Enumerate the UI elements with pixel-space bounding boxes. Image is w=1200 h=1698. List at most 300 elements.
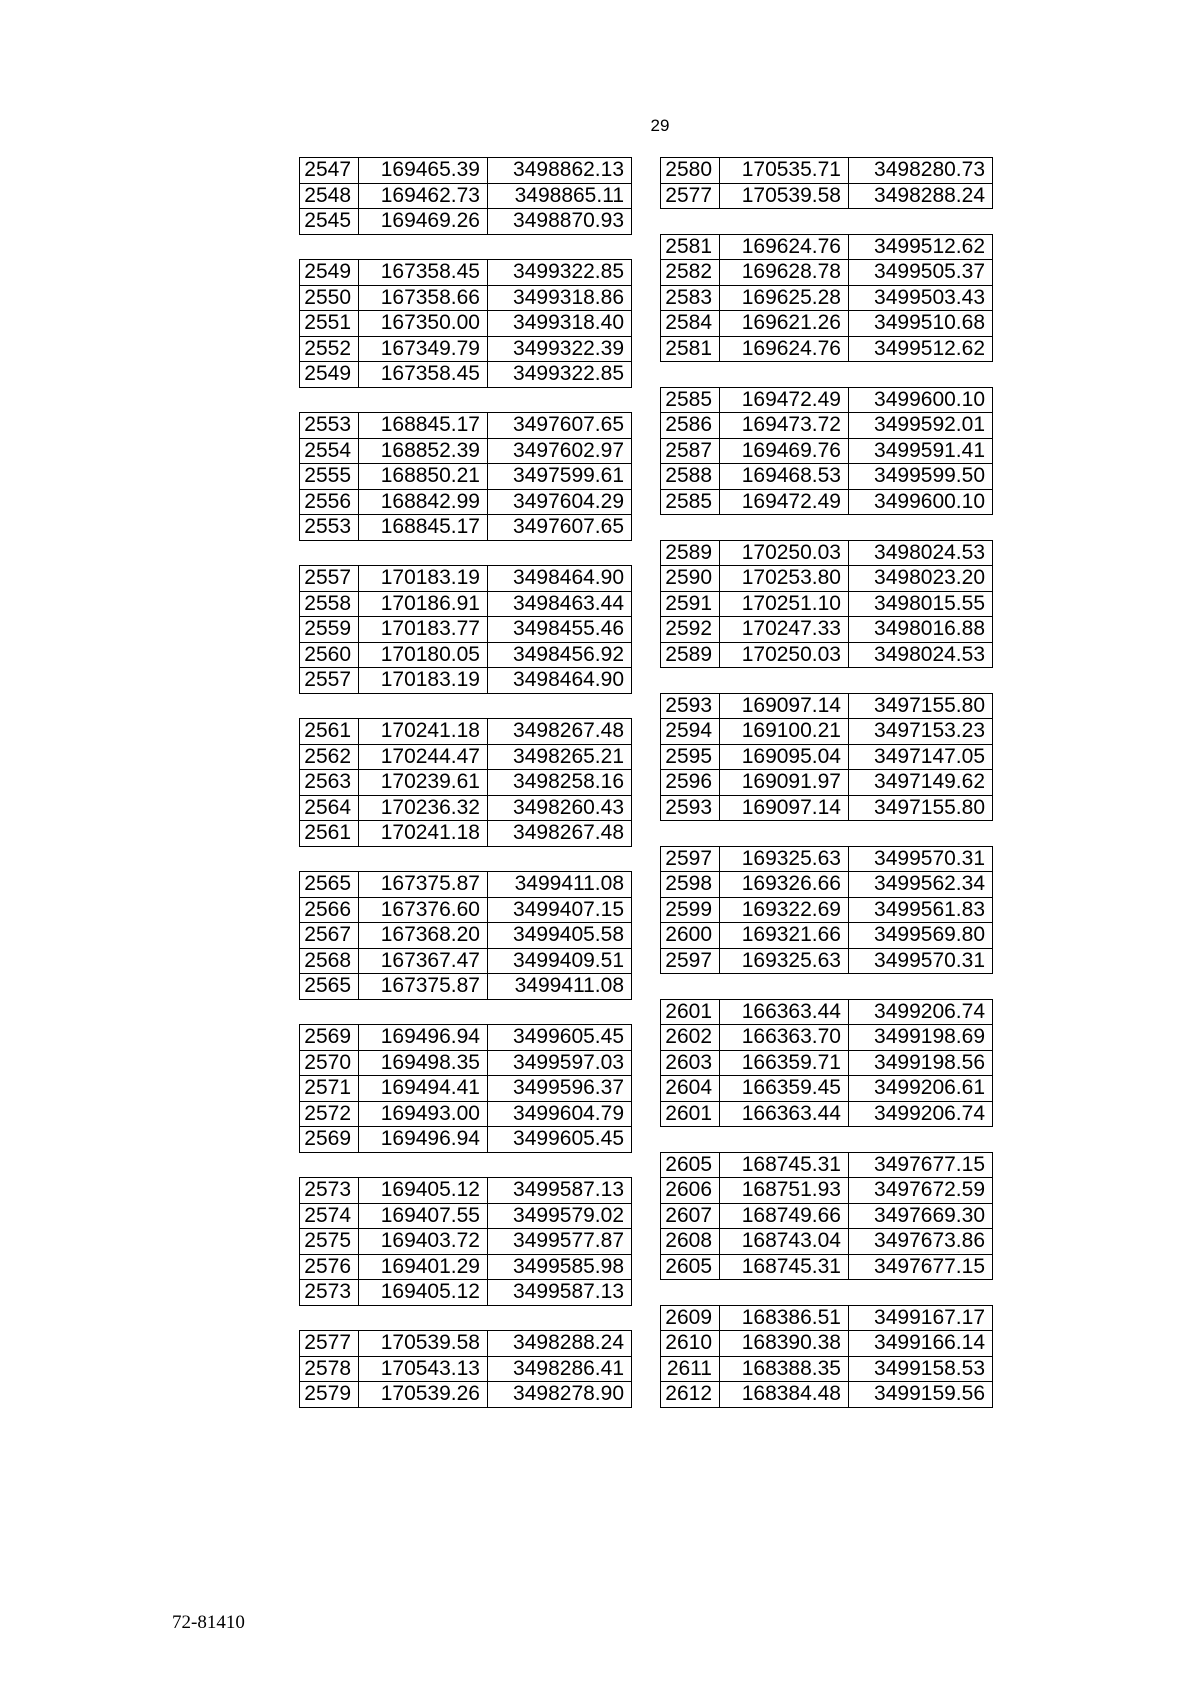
y-coordinate-cell: 3497149.62 xyxy=(849,770,993,796)
point-id-cell: 2567 xyxy=(300,923,359,949)
y-coordinate-cell: 3499505.37 xyxy=(849,260,993,286)
y-coordinate-cell: 3499570.31 xyxy=(849,846,993,872)
table-row xyxy=(300,1229,632,1255)
table-row xyxy=(661,1254,993,1280)
x-coordinate-cell: 169496.94 xyxy=(359,1127,488,1153)
y-coordinate-cell: 3499411.08 xyxy=(488,974,632,1000)
table-row xyxy=(661,413,993,439)
y-coordinate-cell: 3498288.24 xyxy=(488,1331,632,1357)
x-coordinate-cell: 170239.61 xyxy=(359,770,488,796)
point-id-cell: 2592 xyxy=(661,617,720,643)
y-coordinate-cell: 3499600.10 xyxy=(849,489,993,515)
y-coordinate-cell: 3499512.62 xyxy=(849,234,993,260)
y-coordinate-cell: 3499597.03 xyxy=(488,1050,632,1076)
x-coordinate-cell: 170180.05 xyxy=(359,642,488,668)
point-id-cell: 2609 xyxy=(661,1305,720,1331)
point-id-cell: 2548 xyxy=(300,183,359,209)
y-coordinate-cell: 3497599.61 xyxy=(488,464,632,490)
y-coordinate-cell: 3499600.10 xyxy=(849,387,993,413)
x-coordinate-cell: 168384.48 xyxy=(720,1382,849,1408)
x-coordinate-cell: 166363.44 xyxy=(720,999,849,1025)
group-separator xyxy=(661,515,993,541)
point-id-cell: 2590 xyxy=(661,566,720,592)
point-id-cell: 2547 xyxy=(300,158,359,184)
point-id-cell: 2550 xyxy=(300,285,359,311)
y-coordinate-cell: 3499577.87 xyxy=(488,1229,632,1255)
separator-cell xyxy=(661,668,993,694)
table-row xyxy=(661,1229,993,1255)
x-coordinate-cell: 168749.66 xyxy=(720,1203,849,1229)
point-id-cell: 2582 xyxy=(661,260,720,286)
x-coordinate-cell: 168745.31 xyxy=(720,1152,849,1178)
table-row xyxy=(300,744,632,770)
y-coordinate-cell: 3499599.50 xyxy=(849,464,993,490)
table-row xyxy=(661,1305,993,1331)
x-coordinate-cell: 169405.12 xyxy=(359,1178,488,1204)
x-coordinate-cell: 168845.17 xyxy=(359,515,488,541)
table-row xyxy=(661,719,993,745)
x-coordinate-cell: 169465.39 xyxy=(359,158,488,184)
separator-cell xyxy=(661,1127,993,1153)
y-coordinate-cell: 3498288.24 xyxy=(849,183,993,209)
x-coordinate-cell: 168842.99 xyxy=(359,489,488,515)
y-coordinate-cell: 3497147.05 xyxy=(849,744,993,770)
table-row xyxy=(661,183,993,209)
table-row xyxy=(661,260,993,286)
point-id-cell: 2555 xyxy=(300,464,359,490)
separator-cell xyxy=(661,209,993,235)
y-coordinate-cell: 3498267.48 xyxy=(488,719,632,745)
point-id-cell: 2549 xyxy=(300,260,359,286)
x-coordinate-cell: 169325.63 xyxy=(720,846,849,872)
group-separator xyxy=(661,1127,993,1153)
separator-cell xyxy=(300,693,632,719)
y-coordinate-cell: 3499562.34 xyxy=(849,872,993,898)
table-row xyxy=(661,1203,993,1229)
point-id-cell: 2572 xyxy=(300,1101,359,1127)
table-row xyxy=(300,438,632,464)
y-coordinate-cell: 3498280.73 xyxy=(849,158,993,184)
x-coordinate-cell: 167350.00 xyxy=(359,311,488,337)
y-coordinate-cell: 3499318.86 xyxy=(488,285,632,311)
x-coordinate-cell: 169628.78 xyxy=(720,260,849,286)
x-coordinate-cell: 169493.00 xyxy=(359,1101,488,1127)
x-coordinate-cell: 167349.79 xyxy=(359,336,488,362)
y-coordinate-cell: 3499409.51 xyxy=(488,948,632,974)
y-coordinate-cell: 3497607.65 xyxy=(488,413,632,439)
point-id-cell: 2602 xyxy=(661,1025,720,1051)
y-coordinate-cell: 3498024.53 xyxy=(849,540,993,566)
y-coordinate-cell: 3497677.15 xyxy=(849,1254,993,1280)
separator-cell xyxy=(661,362,993,388)
point-id-cell: 2588 xyxy=(661,464,720,490)
point-id-cell: 2597 xyxy=(661,948,720,974)
x-coordinate-cell: 170253.80 xyxy=(720,566,849,592)
group-separator xyxy=(661,209,993,235)
x-coordinate-cell: 168390.38 xyxy=(720,1331,849,1357)
point-id-cell: 2598 xyxy=(661,872,720,898)
group-separator xyxy=(300,846,632,872)
table-row xyxy=(661,872,993,898)
y-coordinate-cell: 3499587.13 xyxy=(488,1178,632,1204)
y-coordinate-cell: 3498456.92 xyxy=(488,642,632,668)
point-id-cell: 2577 xyxy=(300,1331,359,1357)
y-coordinate-cell: 3498286.41 xyxy=(488,1356,632,1382)
group-separator xyxy=(300,1152,632,1178)
separator-cell xyxy=(300,387,632,413)
coordinate-table-left xyxy=(299,157,632,1408)
group-separator xyxy=(300,999,632,1025)
separator-cell xyxy=(300,540,632,566)
group-separator xyxy=(300,540,632,566)
y-coordinate-cell: 3499405.58 xyxy=(488,923,632,949)
table-row xyxy=(661,540,993,566)
x-coordinate-cell: 169473.72 xyxy=(720,413,849,439)
point-id-cell: 2560 xyxy=(300,642,359,668)
table-row xyxy=(300,1356,632,1382)
point-id-cell: 2559 xyxy=(300,617,359,643)
point-id-cell: 2589 xyxy=(661,540,720,566)
group-separator xyxy=(661,362,993,388)
table-row xyxy=(661,566,993,592)
x-coordinate-cell: 166359.71 xyxy=(720,1050,849,1076)
y-coordinate-cell: 3498464.90 xyxy=(488,566,632,592)
table-row xyxy=(300,1382,632,1408)
table-row xyxy=(661,438,993,464)
x-coordinate-cell: 170247.33 xyxy=(720,617,849,643)
x-coordinate-cell: 169625.28 xyxy=(720,285,849,311)
point-id-cell: 2585 xyxy=(661,387,720,413)
table-row xyxy=(300,897,632,923)
y-coordinate-cell: 3499206.74 xyxy=(849,999,993,1025)
x-coordinate-cell: 170241.18 xyxy=(359,821,488,847)
point-id-cell: 2593 xyxy=(661,795,720,821)
x-coordinate-cell: 168745.31 xyxy=(720,1254,849,1280)
table-row xyxy=(661,1178,993,1204)
group-separator xyxy=(661,821,993,847)
point-id-cell: 2549 xyxy=(300,362,359,388)
table-row xyxy=(300,413,632,439)
y-coordinate-cell: 3499206.74 xyxy=(849,1101,993,1127)
y-coordinate-cell: 3498260.43 xyxy=(488,795,632,821)
table-row xyxy=(300,260,632,286)
point-id-cell: 2611 xyxy=(661,1356,720,1382)
y-coordinate-cell: 3498862.13 xyxy=(488,158,632,184)
point-id-cell: 2561 xyxy=(300,719,359,745)
point-id-cell: 2563 xyxy=(300,770,359,796)
y-coordinate-cell: 3499411.08 xyxy=(488,872,632,898)
x-coordinate-cell: 167375.87 xyxy=(359,974,488,1000)
y-coordinate-cell: 3499322.39 xyxy=(488,336,632,362)
point-id-cell: 2589 xyxy=(661,642,720,668)
y-coordinate-cell: 3499561.83 xyxy=(849,897,993,923)
table-row xyxy=(661,948,993,974)
x-coordinate-cell: 167375.87 xyxy=(359,872,488,898)
y-coordinate-cell: 3497155.80 xyxy=(849,693,993,719)
x-coordinate-cell: 168743.04 xyxy=(720,1229,849,1255)
y-coordinate-cell: 3499322.85 xyxy=(488,260,632,286)
x-coordinate-cell: 170241.18 xyxy=(359,719,488,745)
y-coordinate-cell: 3497604.29 xyxy=(488,489,632,515)
point-id-cell: 2557 xyxy=(300,668,359,694)
point-id-cell: 2608 xyxy=(661,1229,720,1255)
table-row xyxy=(661,1101,993,1127)
y-coordinate-cell: 3499570.31 xyxy=(849,948,993,974)
x-coordinate-cell: 169472.49 xyxy=(720,387,849,413)
point-id-cell: 2553 xyxy=(300,515,359,541)
point-id-cell: 2580 xyxy=(661,158,720,184)
x-coordinate-cell: 170250.03 xyxy=(720,540,849,566)
point-id-cell: 2545 xyxy=(300,209,359,235)
point-id-cell: 2552 xyxy=(300,336,359,362)
y-coordinate-cell: 3499585.98 xyxy=(488,1254,632,1280)
y-coordinate-cell: 3498024.53 xyxy=(849,642,993,668)
x-coordinate-cell: 167358.45 xyxy=(359,362,488,388)
point-id-cell: 2604 xyxy=(661,1076,720,1102)
table-row xyxy=(300,209,632,235)
x-coordinate-cell: 169469.26 xyxy=(359,209,488,235)
x-coordinate-cell: 169462.73 xyxy=(359,183,488,209)
y-coordinate-cell: 3499512.62 xyxy=(849,336,993,362)
y-coordinate-cell: 3498463.44 xyxy=(488,591,632,617)
table-row xyxy=(300,719,632,745)
point-id-cell: 2561 xyxy=(300,821,359,847)
y-coordinate-cell: 3497153.23 xyxy=(849,719,993,745)
table-row xyxy=(661,1152,993,1178)
separator-cell xyxy=(300,846,632,872)
point-id-cell: 2573 xyxy=(300,1280,359,1306)
point-id-cell: 2583 xyxy=(661,285,720,311)
separator-cell xyxy=(661,1280,993,1306)
x-coordinate-cell: 167368.20 xyxy=(359,923,488,949)
x-coordinate-cell: 169321.66 xyxy=(720,923,849,949)
y-coordinate-cell: 3498278.90 xyxy=(488,1382,632,1408)
x-coordinate-cell: 168751.93 xyxy=(720,1178,849,1204)
y-coordinate-cell: 3499322.85 xyxy=(488,362,632,388)
table-row xyxy=(300,923,632,949)
table-row xyxy=(661,642,993,668)
group-separator xyxy=(661,668,993,694)
table-row xyxy=(300,566,632,592)
table-row xyxy=(300,1076,632,1102)
group-separator xyxy=(661,1280,993,1306)
table-row xyxy=(661,923,993,949)
y-coordinate-cell: 3497602.97 xyxy=(488,438,632,464)
y-coordinate-cell: 3499167.17 xyxy=(849,1305,993,1331)
point-id-cell: 2571 xyxy=(300,1076,359,1102)
x-coordinate-cell: 169405.12 xyxy=(359,1280,488,1306)
y-coordinate-cell: 3498265.21 xyxy=(488,744,632,770)
y-coordinate-cell: 3498870.93 xyxy=(488,209,632,235)
table-row xyxy=(300,668,632,694)
point-id-cell: 2556 xyxy=(300,489,359,515)
point-id-cell: 2586 xyxy=(661,413,720,439)
x-coordinate-cell: 166363.70 xyxy=(720,1025,849,1051)
table-row xyxy=(661,693,993,719)
point-id-cell: 2603 xyxy=(661,1050,720,1076)
point-id-cell: 2574 xyxy=(300,1203,359,1229)
point-id-cell: 2564 xyxy=(300,795,359,821)
point-id-cell: 2553 xyxy=(300,413,359,439)
x-coordinate-cell: 170250.03 xyxy=(720,642,849,668)
separator-cell xyxy=(300,1152,632,1178)
x-coordinate-cell: 167367.47 xyxy=(359,948,488,974)
y-coordinate-cell: 3499591.41 xyxy=(849,438,993,464)
table-row xyxy=(300,617,632,643)
y-coordinate-cell: 3497607.65 xyxy=(488,515,632,541)
table-row xyxy=(661,1382,993,1408)
x-coordinate-cell: 169624.76 xyxy=(720,336,849,362)
x-coordinate-cell: 169498.35 xyxy=(359,1050,488,1076)
point-id-cell: 2612 xyxy=(661,1382,720,1408)
table-row xyxy=(661,591,993,617)
x-coordinate-cell: 170535.71 xyxy=(720,158,849,184)
table-row xyxy=(661,770,993,796)
table-row xyxy=(300,464,632,490)
x-coordinate-cell: 169401.29 xyxy=(359,1254,488,1280)
separator-cell xyxy=(300,1305,632,1331)
table-row xyxy=(300,974,632,1000)
point-id-cell: 2576 xyxy=(300,1254,359,1280)
point-id-cell: 2562 xyxy=(300,744,359,770)
point-id-cell: 2558 xyxy=(300,591,359,617)
point-id-cell: 2566 xyxy=(300,897,359,923)
x-coordinate-cell: 170543.13 xyxy=(359,1356,488,1382)
table-row xyxy=(300,285,632,311)
point-id-cell: 2595 xyxy=(661,744,720,770)
x-coordinate-cell: 167358.66 xyxy=(359,285,488,311)
y-coordinate-cell: 3499579.02 xyxy=(488,1203,632,1229)
x-coordinate-cell: 170236.32 xyxy=(359,795,488,821)
x-coordinate-cell: 169095.04 xyxy=(720,744,849,770)
x-coordinate-cell: 168845.17 xyxy=(359,413,488,439)
point-id-cell: 2596 xyxy=(661,770,720,796)
group-separator xyxy=(300,693,632,719)
y-coordinate-cell: 3498023.20 xyxy=(849,566,993,592)
x-coordinate-cell: 168850.21 xyxy=(359,464,488,490)
point-id-cell: 2593 xyxy=(661,693,720,719)
x-coordinate-cell: 169621.26 xyxy=(720,311,849,337)
x-coordinate-cell: 169322.69 xyxy=(720,897,849,923)
x-coordinate-cell: 169325.63 xyxy=(720,948,849,974)
x-coordinate-cell: 166363.44 xyxy=(720,1101,849,1127)
x-coordinate-cell: 170539.58 xyxy=(720,183,849,209)
group-separator xyxy=(661,974,993,1000)
group-separator xyxy=(300,1305,632,1331)
x-coordinate-cell: 169326.66 xyxy=(720,872,849,898)
y-coordinate-cell: 3499587.13 xyxy=(488,1280,632,1306)
point-id-cell: 2591 xyxy=(661,591,720,617)
separator-cell xyxy=(300,999,632,1025)
x-coordinate-cell: 167358.45 xyxy=(359,260,488,286)
coordinate-table xyxy=(299,157,632,1408)
y-coordinate-cell: 3498464.90 xyxy=(488,668,632,694)
point-id-cell: 2605 xyxy=(661,1254,720,1280)
point-id-cell: 2599 xyxy=(661,897,720,923)
x-coordinate-cell: 170539.58 xyxy=(359,1331,488,1357)
table-row xyxy=(300,872,632,898)
y-coordinate-cell: 3499605.45 xyxy=(488,1127,632,1153)
x-coordinate-cell: 169091.97 xyxy=(720,770,849,796)
table-row xyxy=(300,642,632,668)
point-id-cell: 2601 xyxy=(661,999,720,1025)
point-id-cell: 2565 xyxy=(300,872,359,898)
point-id-cell: 2581 xyxy=(661,234,720,260)
y-coordinate-cell: 3498267.48 xyxy=(488,821,632,847)
table-row xyxy=(661,744,993,770)
table-row xyxy=(300,362,632,388)
point-id-cell: 2569 xyxy=(300,1025,359,1051)
x-coordinate-cell: 169100.21 xyxy=(720,719,849,745)
x-coordinate-cell: 169097.14 xyxy=(720,795,849,821)
y-coordinate-cell: 3497672.59 xyxy=(849,1178,993,1204)
table-row xyxy=(661,846,993,872)
page-number: 29 xyxy=(650,116,670,135)
table-row xyxy=(300,795,632,821)
table-row xyxy=(300,1280,632,1306)
x-coordinate-cell: 169472.49 xyxy=(720,489,849,515)
point-id-cell: 2606 xyxy=(661,1178,720,1204)
y-coordinate-cell: 3499198.56 xyxy=(849,1050,993,1076)
y-coordinate-cell: 3498016.88 xyxy=(849,617,993,643)
x-coordinate-cell: 169494.41 xyxy=(359,1076,488,1102)
group-separator xyxy=(300,234,632,260)
point-id-cell: 2570 xyxy=(300,1050,359,1076)
y-coordinate-cell: 3499166.14 xyxy=(849,1331,993,1357)
point-id-cell: 2569 xyxy=(300,1127,359,1153)
x-coordinate-cell: 166359.45 xyxy=(720,1076,849,1102)
point-id-cell: 2565 xyxy=(300,974,359,1000)
y-coordinate-cell: 3499510.68 xyxy=(849,311,993,337)
point-id-cell: 2605 xyxy=(661,1152,720,1178)
table-row xyxy=(300,1127,632,1153)
table-row xyxy=(661,1076,993,1102)
y-coordinate-cell: 3499407.15 xyxy=(488,897,632,923)
separator-cell xyxy=(300,234,632,260)
table-row xyxy=(661,234,993,260)
x-coordinate-cell: 170183.19 xyxy=(359,566,488,592)
separator-cell xyxy=(661,515,993,541)
y-coordinate-cell: 3497155.80 xyxy=(849,795,993,821)
x-coordinate-cell: 170539.26 xyxy=(359,1382,488,1408)
table-row xyxy=(661,285,993,311)
x-coordinate-cell: 169496.94 xyxy=(359,1025,488,1051)
point-id-cell: 2575 xyxy=(300,1229,359,1255)
x-coordinate-cell: 169468.53 xyxy=(720,464,849,490)
table-row xyxy=(300,1050,632,1076)
x-coordinate-cell: 170186.91 xyxy=(359,591,488,617)
y-coordinate-cell: 3499503.43 xyxy=(849,285,993,311)
table-row xyxy=(661,336,993,362)
x-coordinate-cell: 170183.19 xyxy=(359,668,488,694)
x-coordinate-cell: 169097.14 xyxy=(720,693,849,719)
point-id-cell: 2551 xyxy=(300,311,359,337)
point-id-cell: 2597 xyxy=(661,846,720,872)
table-row xyxy=(300,1178,632,1204)
table-row xyxy=(661,387,993,413)
table-row xyxy=(300,948,632,974)
table-row xyxy=(661,617,993,643)
table-row xyxy=(661,489,993,515)
document-reference: 72-81410 xyxy=(172,1612,245,1633)
point-id-cell: 2600 xyxy=(661,923,720,949)
y-coordinate-cell: 3499569.80 xyxy=(849,923,993,949)
table-row xyxy=(300,821,632,847)
x-coordinate-cell: 169624.76 xyxy=(720,234,849,260)
table-row xyxy=(300,311,632,337)
table-row xyxy=(661,1356,993,1382)
y-coordinate-cell: 3499159.56 xyxy=(849,1382,993,1408)
